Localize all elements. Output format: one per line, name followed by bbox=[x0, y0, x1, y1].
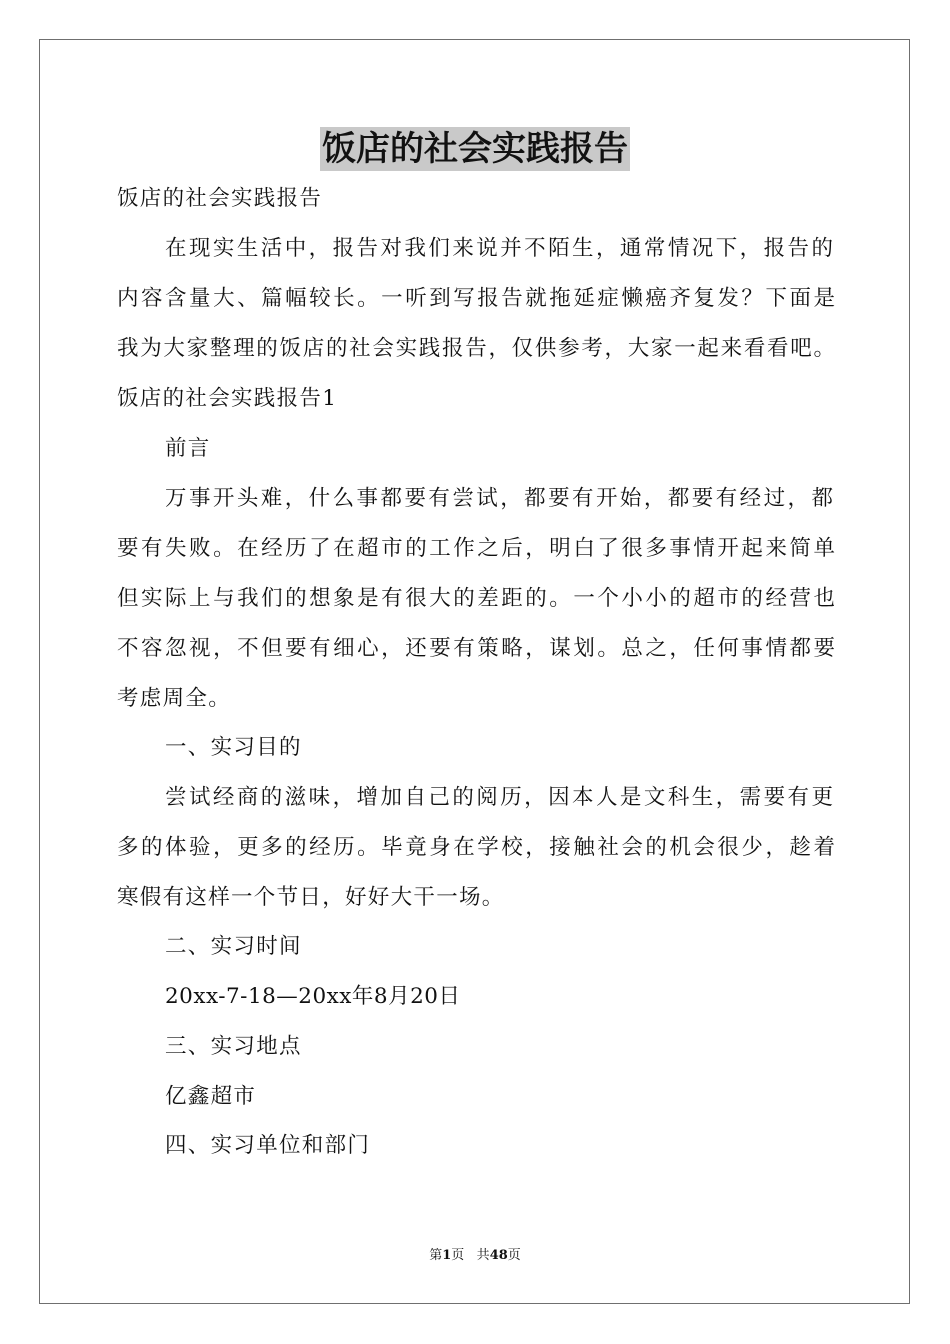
subtitle-line: 饭店的社会实践报告 bbox=[117, 186, 323, 211]
paragraph-purpose-line-2: 多的体验，更多的经历。毕竟身在学校，接触社会的机会很少，趁着 bbox=[117, 835, 835, 860]
paragraph-preface-line-1: 万事开头难，什么事都要有尝试，都要有开始，都要有经过，都 bbox=[165, 486, 833, 511]
title-container bbox=[0, 127, 950, 171]
paragraph-purpose-line-1: 尝试经商的滋味，增加自己的阅历，因本人是文科生，需要有更 bbox=[165, 785, 833, 810]
paragraph-preface-line-2: 要有失败。在经历了在超市的工作之后，明白了很多事情开起来简单 bbox=[117, 536, 835, 561]
footer-total-suffix: 页 bbox=[507, 1248, 521, 1263]
footer-total-prefix: 共 bbox=[476, 1248, 490, 1263]
paragraph-intro-line-1: 在现实生活中，报告对我们来说并不陌生，通常情况下，报告的 bbox=[165, 236, 833, 261]
footer-page-suffix: 页 bbox=[451, 1248, 465, 1263]
paragraph-intro-line-2: 内容含量大、篇幅较长。一听到写报告就拖延症懒癌齐复发？下面是 bbox=[117, 286, 835, 311]
footer-total-pages: 48 bbox=[489, 1248, 508, 1263]
paragraph-location: 亿鑫超市 bbox=[165, 1084, 257, 1109]
footer-page-prefix: 第 bbox=[429, 1248, 443, 1263]
document-title: 饭店的社会实践报告 bbox=[322, 129, 628, 169]
page-footer bbox=[0, 1247, 950, 1265]
heading-time: 二、实习时间 bbox=[165, 934, 302, 959]
section-heading-report-1: 饭店的社会实践报告1 bbox=[117, 386, 338, 411]
heading-unit-department: 四、实习单位和部门 bbox=[165, 1133, 371, 1158]
paragraph-time: 20xx-7-18—20xx年8月20日 bbox=[165, 984, 461, 1009]
paragraph-intro-line-3: 我为大家整理的饭店的社会实践报告，仅供参考，大家一起来看看吧。 bbox=[117, 336, 835, 361]
page-border bbox=[39, 39, 910, 1304]
heading-preface: 前言 bbox=[165, 436, 211, 461]
paragraph-purpose-line-3: 寒假有这样一个节日，好好大干一场。 bbox=[117, 885, 505, 910]
paragraph-preface-line-3: 但实际上与我们的想象是有很大的差距的。一个小小的超市的经营也 bbox=[117, 586, 835, 611]
footer-page-number: 1 bbox=[442, 1248, 452, 1263]
heading-location: 三、实习地点 bbox=[165, 1034, 302, 1059]
paragraph-preface-line-4: 不容忽视，不但要有细心，还要有策略，谋划。总之，任何事情都要 bbox=[117, 636, 835, 661]
paragraph-preface-line-5: 考虑周全。 bbox=[117, 686, 232, 711]
heading-purpose: 一、实习目的 bbox=[165, 735, 302, 760]
